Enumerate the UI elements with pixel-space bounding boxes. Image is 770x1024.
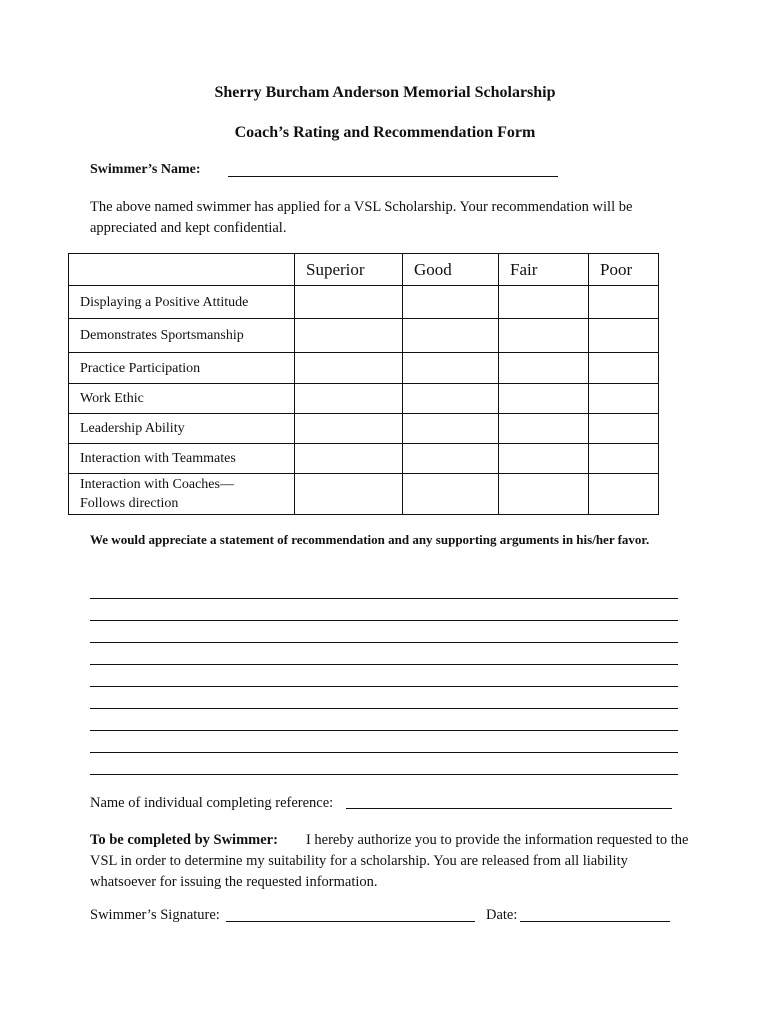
criterion-label: Demonstrates Sportsmanship	[69, 319, 295, 353]
form-subtitle: Coach’s Rating and Recommendation Form	[234, 124, 536, 141]
rating-cell-fair[interactable]	[499, 286, 589, 319]
rating-cell-fair[interactable]	[499, 353, 589, 384]
rating-cell-superior[interactable]	[295, 474, 403, 515]
table-row	[69, 353, 659, 384]
rating-cell-superior[interactable]	[295, 353, 403, 384]
criterion-label: Leadership Ability	[69, 414, 295, 444]
header-good: Good	[403, 254, 499, 286]
rating-cell-fair[interactable]	[499, 474, 589, 515]
rating-cell-good[interactable]	[403, 286, 499, 319]
table-row	[69, 319, 659, 353]
table-row	[69, 444, 659, 474]
form-title: Sherry Burcham Anderson Memorial Scholarship	[214, 84, 556, 101]
authorization-heading: To be completed by Swimmer:	[90, 832, 278, 848]
rating-cell-good[interactable]	[403, 474, 499, 515]
date-field[interactable]	[520, 921, 670, 922]
statement-line[interactable]	[90, 686, 678, 687]
authorization-text: I hereby authorize you to provide the information requested to the VSL in order to determine my suitability for a scholarship. You are released from all liability whatsoever for issuing the requested information.	[90, 832, 689, 890]
rating-cell-poor[interactable]	[589, 474, 659, 515]
header-poor: Poor	[589, 254, 659, 286]
signature-label: Swimmer’s Signature:	[90, 907, 220, 923]
rating-cell-superior[interactable]	[295, 319, 403, 353]
rating-cell-superior[interactable]	[295, 444, 403, 474]
table-row	[69, 474, 659, 515]
criterion-label: Displaying a Positive Attitude	[69, 286, 295, 319]
rating-cell-superior[interactable]	[295, 286, 403, 319]
rating-cell-poor[interactable]	[589, 319, 659, 353]
rating-cell-fair[interactable]	[499, 319, 589, 353]
table-row	[69, 384, 659, 414]
table-row	[69, 414, 659, 444]
statement-prompt: We would appreciate a statement of recommendation and any supporting arguments in his/her favor.	[90, 532, 650, 547]
intro-text: The above named swimmer has applied for a VSL Scholarship. Your recommendation will be appreciated and kept confidential.	[90, 199, 633, 236]
rating-cell-good[interactable]	[403, 444, 499, 474]
criterion-label: Interaction with Coaches— Follows direction	[69, 474, 295, 515]
rating-header-row	[69, 254, 659, 286]
statement-line[interactable]	[90, 774, 678, 775]
date-label: Date:	[486, 907, 518, 923]
statement-line[interactable]	[90, 598, 678, 599]
rating-cell-superior[interactable]	[295, 384, 403, 414]
statement-line[interactable]	[90, 642, 678, 643]
rating-cell-poor[interactable]	[589, 414, 659, 444]
criterion-label: Work Ethic	[69, 384, 295, 414]
swimmer-name-field[interactable]	[228, 176, 558, 177]
swimmer-name-label: Swimmer’s Name:	[90, 162, 201, 177]
criterion-label: Practice Participation	[69, 353, 295, 384]
rating-cell-good[interactable]	[403, 319, 499, 353]
rating-cell-fair[interactable]	[499, 444, 589, 474]
rating-cell-good[interactable]	[403, 353, 499, 384]
rating-cell-poor[interactable]	[589, 286, 659, 319]
signature-field[interactable]	[226, 921, 475, 922]
header-criteria	[69, 254, 295, 286]
rating-cell-fair[interactable]	[499, 384, 589, 414]
statement-line[interactable]	[90, 730, 678, 731]
criterion-label: Interaction with Teammates	[69, 444, 295, 474]
rating-cell-fair[interactable]	[499, 414, 589, 444]
reference-name-field[interactable]	[346, 808, 672, 809]
header-fair: Fair	[499, 254, 589, 286]
statement-line[interactable]	[90, 752, 678, 753]
reference-name-label: Name of individual completing reference:	[90, 795, 334, 811]
header-superior: Superior	[295, 254, 403, 286]
rating-cell-poor[interactable]	[589, 444, 659, 474]
statement-line[interactable]	[90, 708, 678, 709]
rating-cell-good[interactable]	[403, 414, 499, 444]
table-row	[69, 286, 659, 319]
rating-table	[68, 253, 659, 515]
rating-cell-poor[interactable]	[589, 384, 659, 414]
rating-cell-poor[interactable]	[589, 353, 659, 384]
statement-line[interactable]	[90, 620, 678, 621]
rating-cell-superior[interactable]	[295, 414, 403, 444]
authorization-paragraph	[90, 830, 690, 893]
statement-line[interactable]	[90, 664, 678, 665]
rating-cell-good[interactable]	[403, 384, 499, 414]
